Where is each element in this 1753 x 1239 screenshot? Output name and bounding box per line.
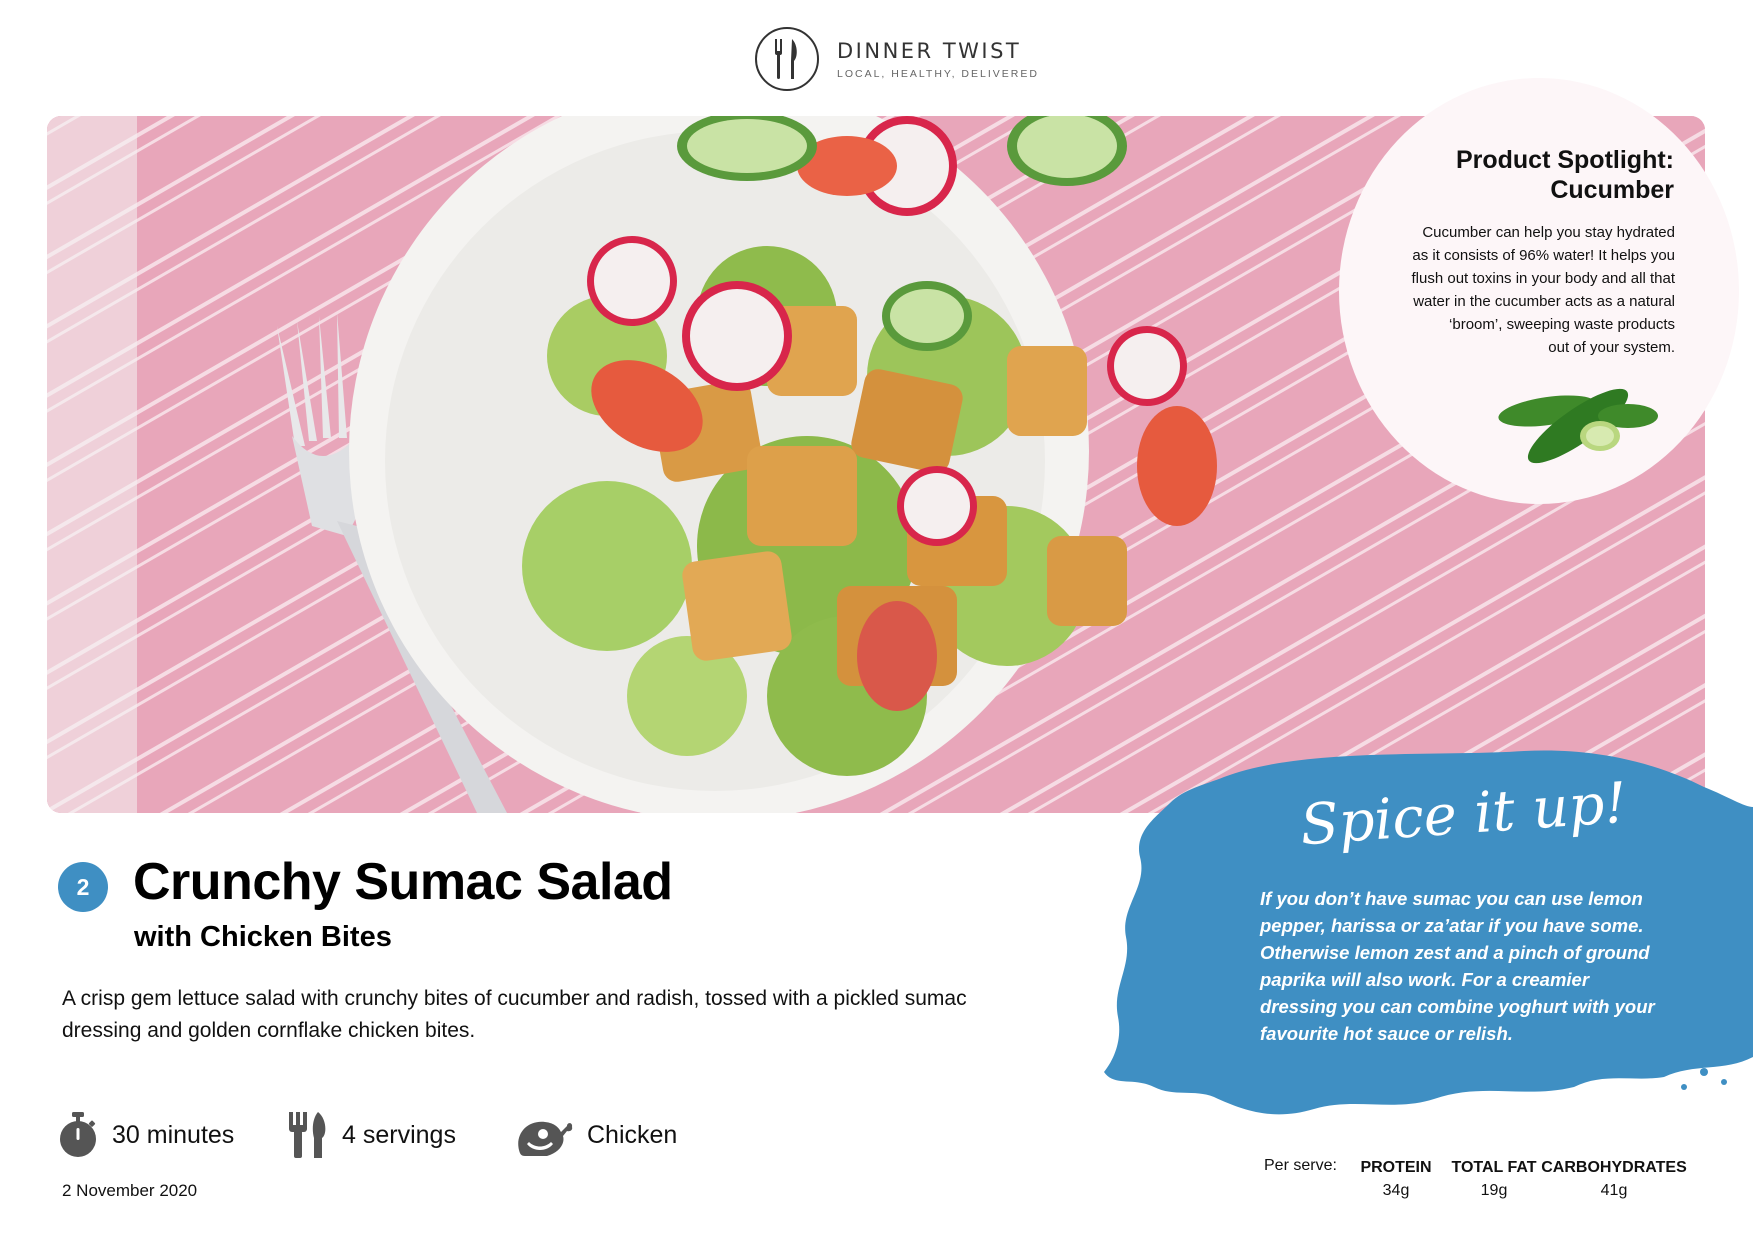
chicken-drumstick-icon — [515, 1112, 573, 1158]
brand-name: DINNER TWIST — [837, 38, 1022, 63]
protein-label: Chicken — [587, 1120, 678, 1149]
per-serve-label: Per serve: — [1264, 1157, 1337, 1174]
spotlight-title: Product Spotlight: Cucumber — [1455, 146, 1674, 204]
stopwatch-icon — [58, 1112, 98, 1158]
recipe-title: Crunchy Sumac Salad — [133, 853, 673, 911]
fork-knife-logo-icon — [755, 27, 819, 91]
protein-info — [515, 1109, 677, 1161]
recipe-date: 2 November 2020 — [62, 1181, 198, 1200]
nutrition-protein: PROTEIN 34g — [1360, 1159, 1432, 1199]
nutrition-carbs: CARBOHYDRATES 41g — [1541, 1159, 1687, 1199]
servings-info — [288, 1109, 456, 1161]
time-info — [58, 1109, 234, 1161]
brand-tagline: LOCAL, HEALTHY, DELIVERED — [837, 67, 1039, 80]
brand-logo — [755, 24, 1039, 94]
recipe-subtitle: with Chicken Bites — [134, 921, 392, 953]
cucumber-icon — [1488, 366, 1668, 476]
nutrition-fat: TOTAL FAT 19g — [1451, 1159, 1537, 1199]
servings-label: 4 servings — [342, 1120, 456, 1149]
time-label: 30 minutes — [112, 1120, 235, 1149]
spice-body: If you don’t have sumac you can use lemon pepper, harissa or za’atar if you have some. Otherwise lemon zest and a pinch of ground paprika will also work. For a creamier dressing you can combine yoghurt with your favourite hot sauce or relish. — [1260, 888, 1655, 1044]
recipe-description: A crisp gem lettuce salad with crunchy bites of cucumber and radish, tossed with a pickled sumac dressing and golden cornflake chicken bites. — [62, 987, 967, 1042]
spotlight-body: Cucumber can help you stay hydrated as it consists of 96% water! It helps you flush out toxins in your body and all that water in the cucumber acts as a natural ‘broom’, sweeping waste products out of your system. — [1411, 224, 1675, 356]
cutlery-icon — [288, 1111, 328, 1159]
spice-title: Spice it up! — [1298, 770, 1629, 859]
step-number-badge: 2 — [58, 862, 108, 912]
